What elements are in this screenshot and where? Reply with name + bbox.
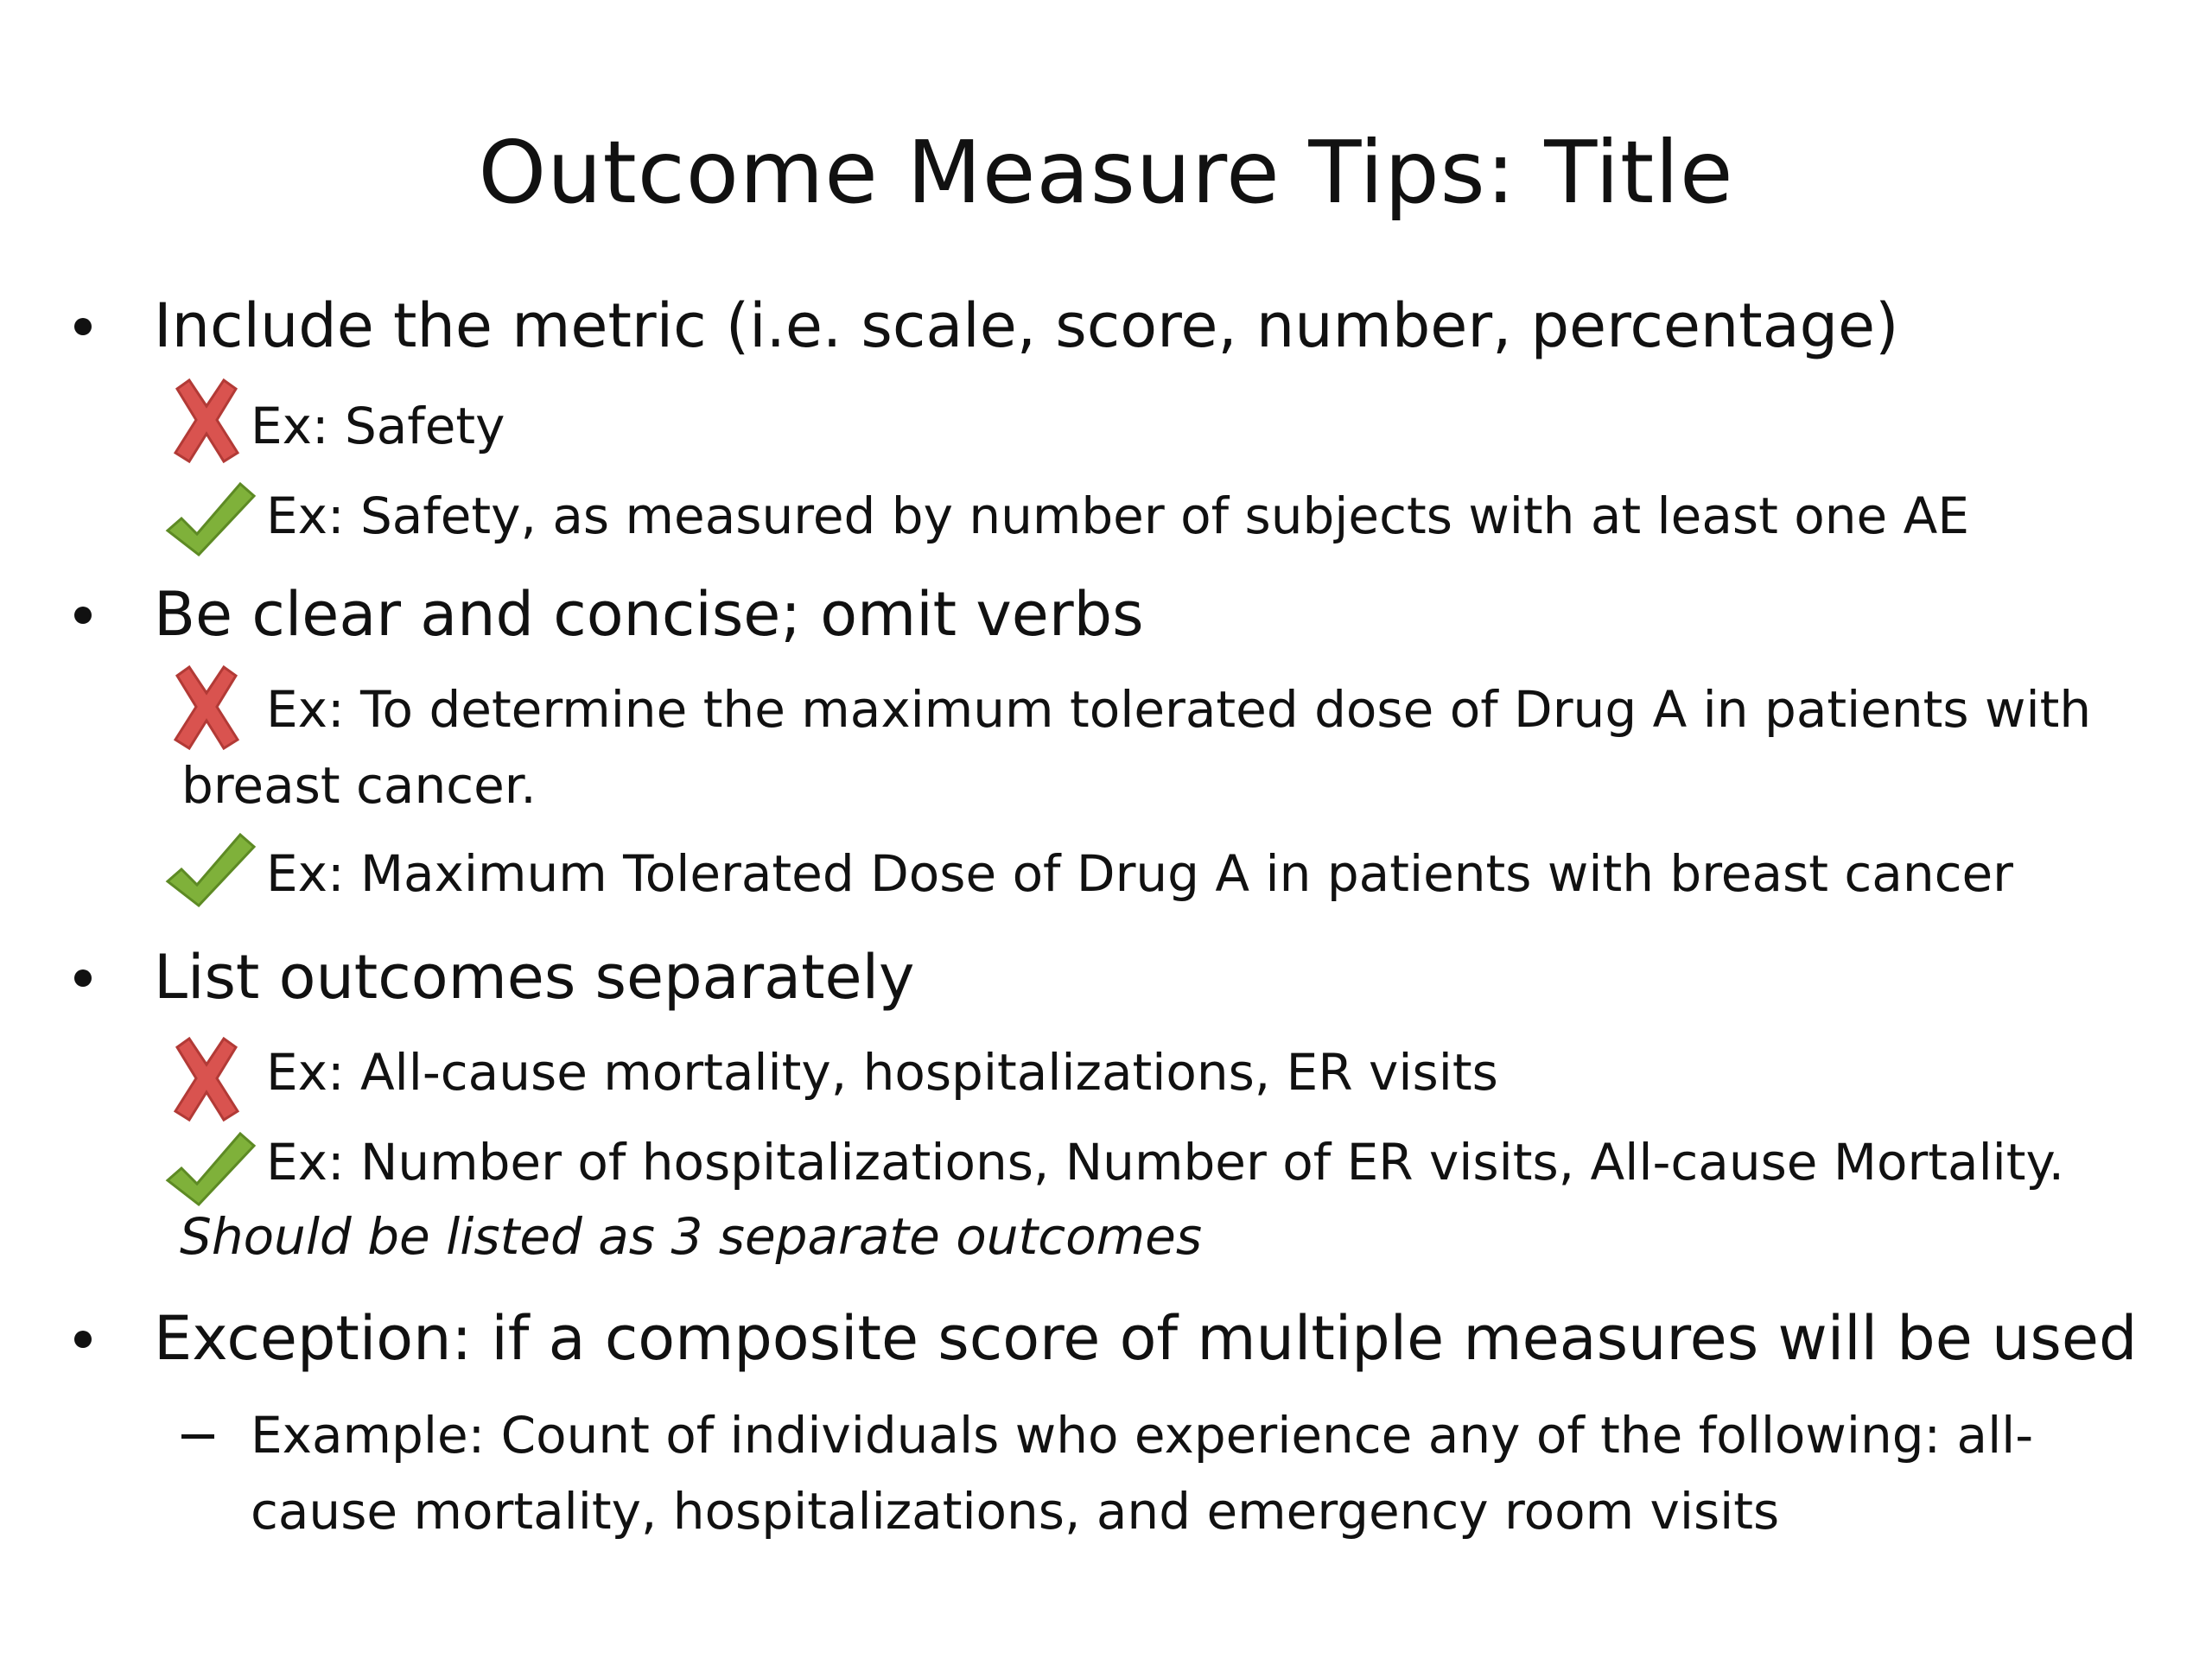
red-x-icon xyxy=(168,377,245,468)
bullet-dot xyxy=(74,969,92,987)
green-check-icon xyxy=(164,1130,259,1213)
bad-example-safety: Ex: Safety xyxy=(251,397,505,455)
good-example-note: Should be listed as 3 separate outcomes xyxy=(180,1207,1203,1266)
good-example-safety: Ex: Safety, as measured by number of subjects with at least one AE xyxy=(266,486,1969,545)
green-check-icon xyxy=(164,831,259,914)
slide-title: Outcome Measure Tips: Title xyxy=(478,122,1734,223)
exception-example-line1: Example: Count of individuals who experience any of the following: all- xyxy=(251,1406,2034,1465)
bullet-dot xyxy=(74,1331,92,1348)
bullet-exception: Exception: if a composite score of multiple measures will be used xyxy=(154,1303,2138,1374)
red-x-icon xyxy=(168,1035,245,1127)
bullet-list-separately: List outcomes separately xyxy=(154,942,915,1013)
good-example-number-of: Ex: Number of hospitalizations, Number of ER visits, All-cause Mortality. xyxy=(266,1133,2065,1192)
bad-example-determine-line2: breast cancer. xyxy=(181,756,537,815)
green-check-icon xyxy=(164,480,259,563)
bad-example-all-cause: Ex: All-cause mortality, hospitalizations, ER visits xyxy=(266,1043,1498,1102)
red-x-icon xyxy=(168,664,245,755)
bad-example-determine-line1: Ex: To determine the maximum tolerated dose of Drug A in patients with xyxy=(266,680,2092,739)
bullet-clear-concise: Be clear and concise; omit verbs xyxy=(154,579,1144,650)
bullet-dot xyxy=(74,607,92,624)
sub-bullet-dash xyxy=(181,1434,214,1439)
exception-example-line2: cause mortality, hospitalizations, and emergency room visits xyxy=(251,1482,1780,1541)
bullet-dot xyxy=(74,318,92,335)
good-example-mtd: Ex: Maximum Tolerated Dose of Drug A in patients with breast cancer xyxy=(266,844,2014,903)
bullet-include-metric: Include the metric (i.e. scale, score, number, percentage) xyxy=(154,290,1899,361)
